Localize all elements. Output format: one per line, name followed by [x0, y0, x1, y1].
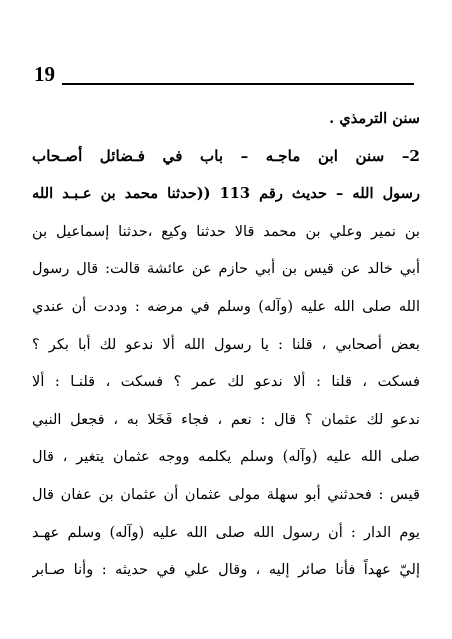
text-line-8: فسكت ، قلنا : ألا ندعو لك عمر ؟ فسكت ، قلنـا : ألا — [32, 373, 420, 391]
text-line-10: صلى الله عليه (وآله) وسلم يكلمه ووجه عثمان يتغير ، قال — [32, 448, 420, 466]
text-line-5: أبي خالد عن قيس بن أبي حازم عن عائشة قالت: قال رسول — [32, 260, 420, 278]
text-line-6: الله صلى الله عليه (وآله) وسلم في مرضه : وددت أن عندي — [32, 297, 420, 315]
text-line-1: سنن الترمذي . — [329, 110, 420, 127]
text-line-12: يوم الدار : أن رسول الله صلى الله عليه (وآله) وسلم عهـد — [32, 523, 420, 541]
text-line-9: ندعو لك عثمان ؟ قال : نعم ، فجاء فَخَلا به ، فجعل النبي — [32, 410, 420, 428]
page-number: 19 — [34, 62, 55, 86]
text-line-11: قيس : فحدثني أبو سهلة مولى عثمان أن عثمان بن عفان قال — [32, 485, 420, 503]
header-rule — [62, 83, 414, 85]
body-text — [32, 100, 420, 589]
text-line-2: 2– سنن ابن ماجـه – باب في فـضائل أصـحاب — [32, 146, 420, 165]
text-line-13: إليّ عهداً فأنا صائر إليه ، وقال علي في حديثه : وأنا صـابر — [32, 561, 420, 579]
text-line-7: بعض أصحابي ، قلنا : يا رسول الله ألا ندعو لك أبا بكر ؟ — [32, 335, 420, 353]
text-line-3: رسول الله – حديث رقم 113 ((حدثنا محمد بن عـبـد الله — [32, 185, 420, 203]
text-line-4: بن نمير وعلي بن محمد قالا حدثنا وكيع ،حدثنا إسماعيل بن — [32, 222, 420, 240]
